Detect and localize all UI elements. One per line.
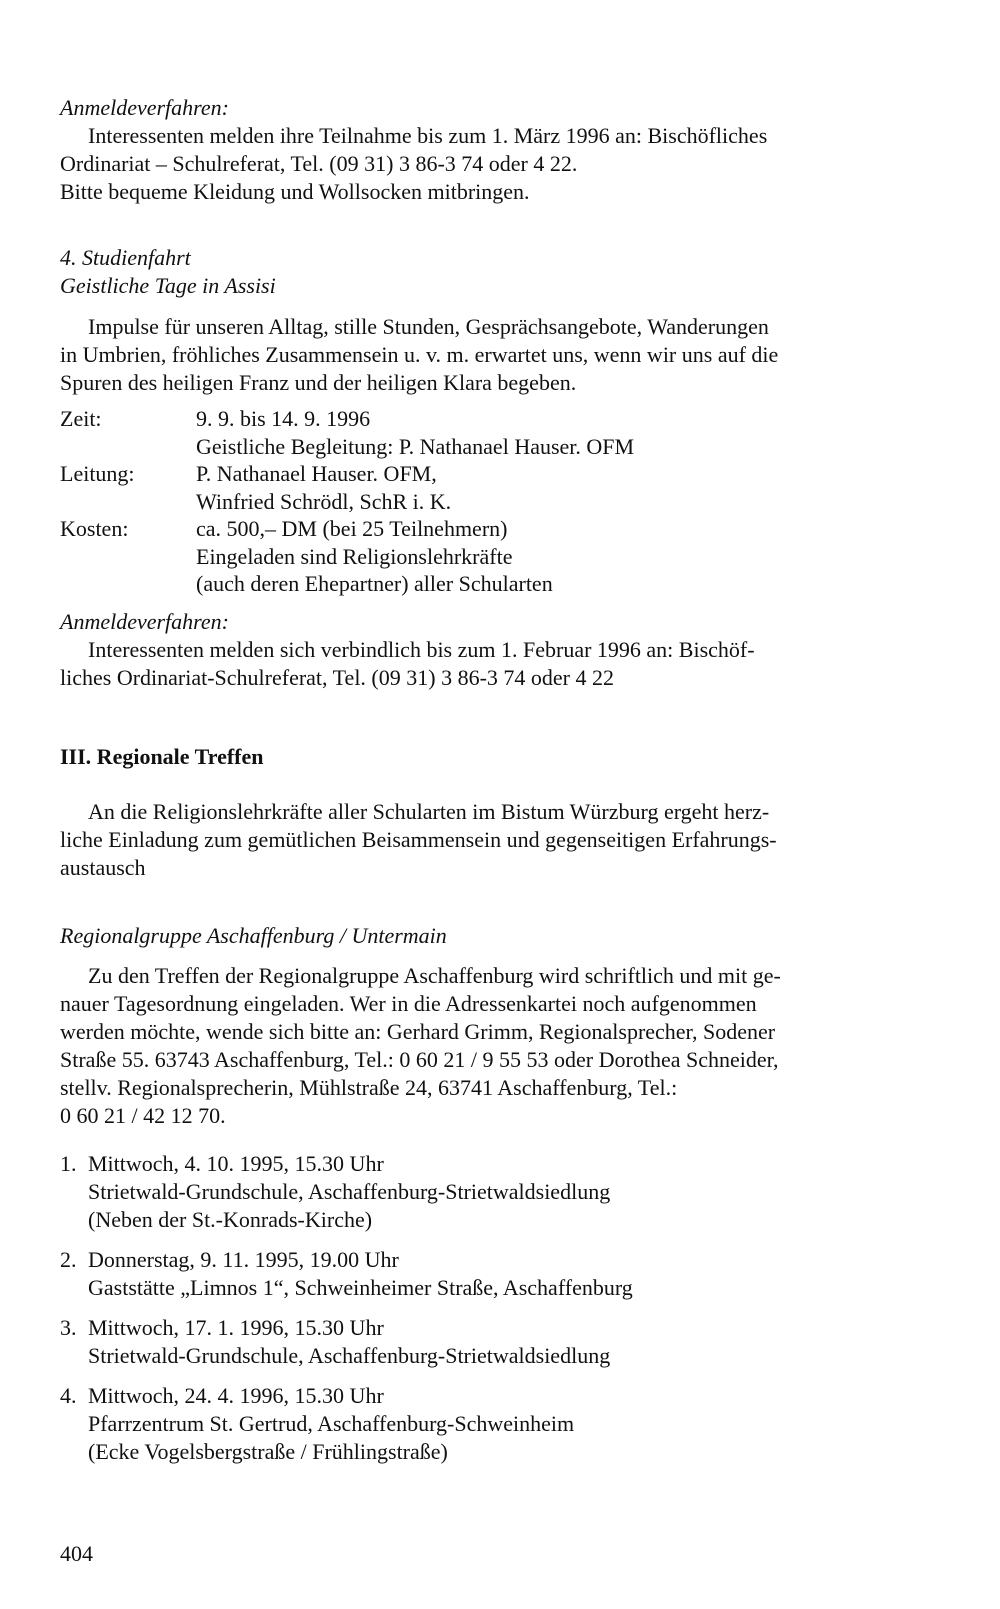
list-item-line: Strietwald-Grundschule, Aschaffenburg-Strietwaldsiedlung <box>88 1343 611 1368</box>
registration-line: liches Ordinariat-Schulreferat, Tel. (09 31) 3 86-3 74 oder 4 22 <box>60 665 614 690</box>
detail-label: Leitung: <box>60 461 135 486</box>
detail-row-leitung <box>60 460 940 515</box>
list-item-number: 1. <box>60 1151 77 1176</box>
list-item <box>60 1246 940 1302</box>
list-item-line: (Neben der St.-Konrads-Kirche) <box>88 1207 373 1232</box>
regional-group-paragraph <box>60 962 940 1130</box>
detail-row-zeit <box>60 405 940 460</box>
detail-label: Zeit: <box>60 406 102 431</box>
registration-section-1 <box>60 94 940 206</box>
list-item-line: Donnerstag, 9. 11. 1995, 19.00 Uhr <box>88 1247 399 1272</box>
intro-line: liche Einladung zum gemütlichen Beisammensein und gegenseitigen Erfahrungs- <box>60 827 777 852</box>
list-item-line: Mittwoch, 24. 4. 1996, 15.30 Uhr <box>88 1383 384 1408</box>
detail-value: (auch deren Ehepartner) aller Schularten <box>196 571 553 596</box>
paragraph-line: Straße 55. 63743 Aschaffenburg, Tel.: 0 60 21 / 9 55 53 oder Dorothea Schneider, <box>60 1047 779 1072</box>
detail-value: Geistliche Begleitung: P. Nathanael Hauser. OFM <box>196 433 635 459</box>
list-item-line: Pfarrzentrum St. Gertrud, Aschaffenburg-Schweinheim <box>88 1411 575 1436</box>
detail-value: P. Nathanael Hauser. OFM, <box>196 461 437 486</box>
study-trip-title: 4. Studienfahrt <box>60 245 191 270</box>
registration-section-2 <box>60 608 940 692</box>
paragraph-line: nauer Tagesordnung eingeladen. Wer in die Adressenkartei noch aufgenommen <box>60 991 757 1016</box>
registration-line: Interessenten melden sich verbindlich bis zum 1. Februar 1996 an: Bischöf- <box>88 637 755 662</box>
detail-row-kosten <box>60 515 940 598</box>
paragraph-line: werden möchte, wende sich bitte an: Gerhard Grimm, Regionalsprecher, Sodener <box>60 1019 776 1044</box>
detail-value: Winfried Schrödl, SchR i. K. <box>196 488 452 514</box>
study-trip-intro <box>60 313 940 397</box>
registration-heading: Anmeldeverfahren: <box>60 609 230 634</box>
list-item-number: 2. <box>60 1247 77 1272</box>
registration-heading: Anmeldeverfahren: <box>60 95 230 120</box>
list-item <box>60 1150 940 1234</box>
detail-value: Eingeladen sind Religionslehrkräfte <box>196 543 513 569</box>
intro-line: Impulse für unseren Alltag, stille Stunden, Gesprächsangebote, Wanderungen <box>88 314 769 339</box>
intro-line: An die Religionslehrkräfte aller Schularten im Bistum Würzburg ergeht herz- <box>88 799 770 824</box>
detail-label: Kosten: <box>60 516 129 541</box>
list-item-line: Mittwoch, 17. 1. 1996, 15.30 Uhr <box>88 1315 384 1340</box>
paragraph-line: stellv. Regionalsprecherin, Mühlstraße 24, 63741 Aschaffenburg, Tel.: <box>60 1075 678 1100</box>
registration-line: Interessenten melden ihre Teilnahme bis zum 1. März 1996 an: Bischöfliches <box>88 123 768 148</box>
list-item <box>60 1382 940 1466</box>
list-item-line: Strietwald-Grundschule, Aschaffenburg-Strietwaldsiedlung <box>88 1179 611 1204</box>
intro-line: in Umbrien, fröhliches Zusammensein u. v. m. erwartet uns, wenn wir uns auf die <box>60 342 779 367</box>
list-item-number: 3. <box>60 1315 77 1340</box>
study-trip-details <box>60 405 940 598</box>
page-number: 404 <box>60 1541 93 1566</box>
intro-line: austausch <box>60 855 146 880</box>
list-item-line: Mittwoch, 4. 10. 1995, 15.30 Uhr <box>88 1151 384 1176</box>
section-intro <box>60 798 940 882</box>
list-item <box>60 1314 940 1370</box>
list-item-line: (Ecke Vogelsbergstraße / Frühlingstraße) <box>88 1439 448 1464</box>
list-item-line: Gaststätte „Limnos 1“, Schweinheimer Straße, Aschaffenburg <box>88 1275 633 1300</box>
intro-line: Spuren des heiligen Franz und der heiligen Klara begeben. <box>60 370 577 395</box>
study-trip-header <box>60 244 940 300</box>
meetings-list <box>60 1150 940 1478</box>
section-heading: III. Regionale Treffen <box>60 744 264 769</box>
paragraph-line: 0 60 21 / 42 12 70. <box>60 1103 226 1128</box>
paragraph-line: Zu den Treffen der Regionalgruppe Aschaffenburg wird schriftlich und mit ge- <box>88 963 781 988</box>
registration-line: Bitte bequeme Kleidung und Wollsocken mitbringen. <box>60 179 530 204</box>
detail-value: ca. 500,– DM (bei 25 Teilnehmern) <box>196 516 508 541</box>
list-item-number: 4. <box>60 1383 77 1408</box>
study-trip-subtitle: Geistliche Tage in Assisi <box>60 273 276 298</box>
detail-value: 9. 9. bis 14. 9. 1996 <box>196 406 371 431</box>
regional-group-title: Regionalgruppe Aschaffenburg / Untermain <box>60 923 447 948</box>
registration-line: Ordinariat – Schulreferat, Tel. (09 31) 3 86-3 74 oder 4 22. <box>60 151 578 176</box>
